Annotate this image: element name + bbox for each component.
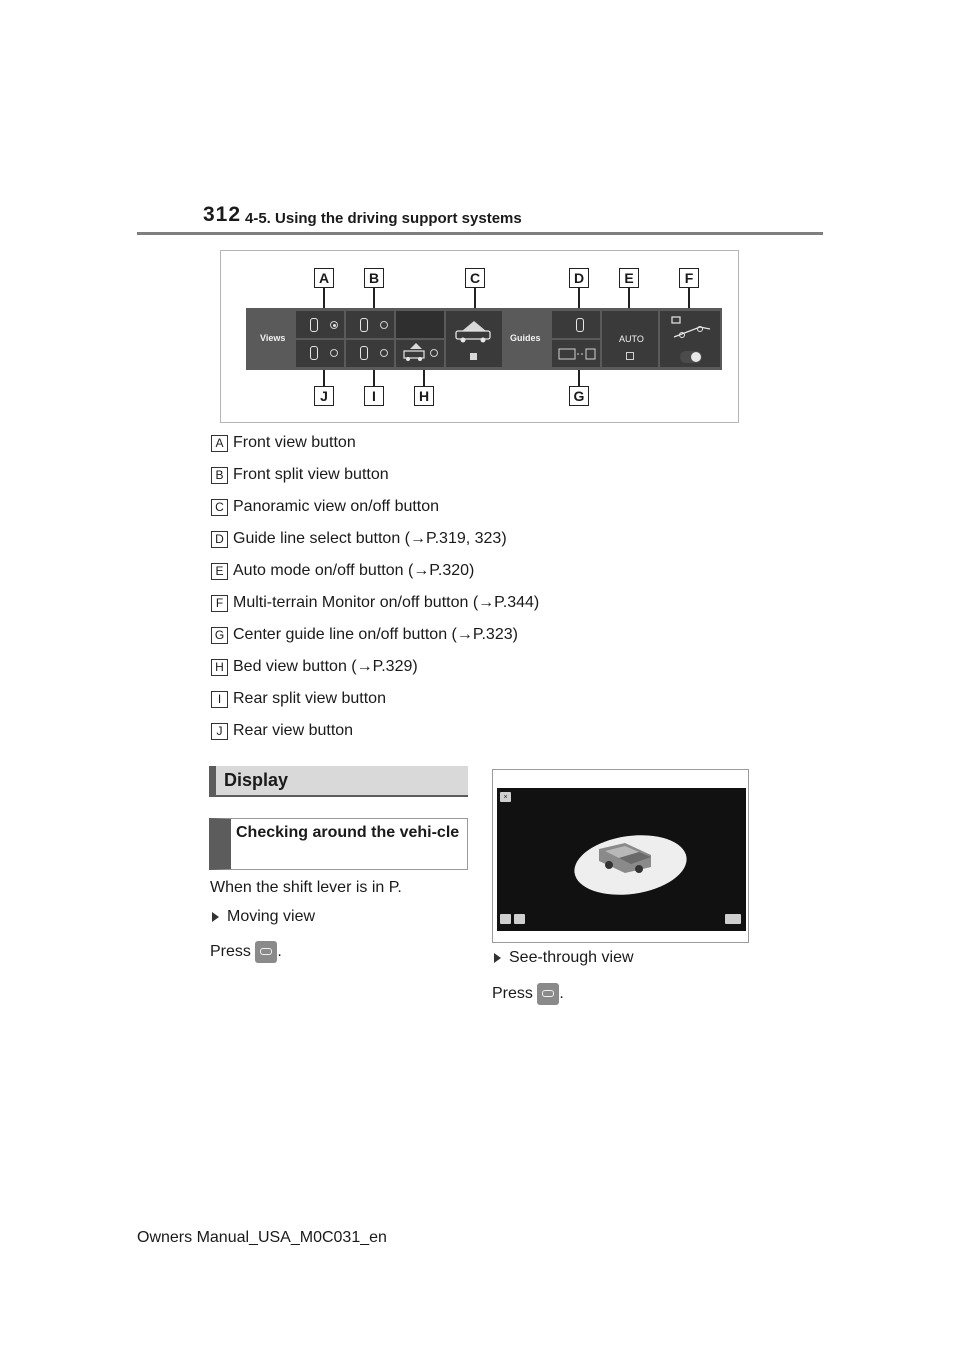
bed-view-icon [402,343,426,363]
moving-view-label: Moving view [227,908,316,925]
multi-terrain-monitor-button[interactable] [660,311,720,367]
legend-text: Front view button [233,434,356,451]
legend-item-g [211,624,518,646]
footer-text: Owners Manual_USA_M0C031_en [137,1229,387,1246]
legend-text: Front split view button [233,466,389,483]
legend-text: Rear view button [233,722,354,739]
legend-item-b [211,464,389,486]
legend-item-e [211,560,474,582]
unselected-indicator [330,349,338,357]
moving-view-button-icon [255,941,277,963]
pause-icon[interactable] [514,914,525,924]
legend-text: Bed view button (→P.329) [233,658,418,675]
callout-a: A [314,268,334,288]
unselected-indicator [380,349,388,357]
checking-around-vehicle-heading: Checking around the vehi-cle [236,824,460,841]
callout-j: J [314,386,334,406]
see-through-view-button-icon [537,983,559,1005]
period: . [559,985,564,1003]
guide-line-select-button[interactable] [552,311,600,338]
panoramic-car-icon [452,321,496,343]
rear-split-car-icon [360,346,368,360]
display-heading: Display [224,770,289,790]
legend-letter: A [211,435,228,452]
legend-item-c [211,496,439,518]
view-toggle-icon[interactable] [500,914,511,924]
terrain-truck-icon [670,315,712,343]
callout-f: F [679,268,699,288]
press-label: Press [210,943,251,961]
camera-screen-image [497,788,746,931]
legend-item-h [211,656,418,678]
legend-text: Panoramic view on/off button [233,498,440,515]
bed-view-button[interactable] [396,340,444,367]
auto-label: AUTO [619,334,644,344]
close-icon[interactable]: × [500,792,511,802]
guide-line-icon [576,318,584,332]
callout-e: E [619,268,639,288]
page-number: 312 [203,203,242,226]
unselected-indicator [430,349,438,357]
legend-item-a [211,432,356,454]
legend-letter: C [211,499,228,516]
callout-d: D [569,268,589,288]
rear-split-view-button[interactable] [346,340,394,367]
see-through-view-label: See-through view [509,949,634,966]
moving-view-icon[interactable] [725,914,741,924]
bullet-arrow-icon [212,912,219,922]
legend-letter: E [211,563,228,580]
empty-slot [396,311,444,338]
guides-label: Guides [510,333,541,343]
views-label: Views [260,333,286,343]
rear-view-button[interactable] [296,340,344,367]
auto-mode-button[interactable] [602,311,658,367]
camera-control-panel [246,308,722,370]
rear-car-icon [310,346,318,360]
vehicle-3d-icon [595,841,653,875]
legend-item-j [211,720,353,742]
legend-letter: J [211,723,228,740]
period: . [277,943,282,961]
legend-text: Auto mode on/off button (→P.320) [233,562,475,579]
center-guide-line-icon [558,348,596,360]
legend-letter: B [211,467,228,484]
section-title: 4-5. Using the driving support systems [245,210,522,227]
legend-letter: H [211,659,228,676]
checkbox-empty-icon [626,352,634,360]
front-split-view-button[interactable] [346,311,394,338]
legend-text: Center guide line on/off button (→P.323) [233,626,518,643]
press-moving-view [210,941,282,963]
callout-c: C [465,268,485,288]
legend-text: Multi-terrain Monitor on/off button (→P.344) [233,594,540,611]
car-icon [310,318,318,332]
legend-letter: G [211,627,228,644]
legend-text: Guide line select button (→P.319, 323) [233,530,507,547]
car-split-icon [360,318,368,332]
front-view-button[interactable] [296,311,344,338]
legend-item-i [211,688,386,710]
callout-i: I [364,386,384,406]
callout-b: B [364,268,384,288]
panoramic-view-button[interactable] [446,311,502,367]
moving-view-item [212,908,315,926]
display-heading-bar [209,766,468,797]
see-through-view-item [494,949,634,967]
legend-letter: D [211,531,228,548]
checkbox-checked-icon [470,353,477,360]
header-rule [137,232,823,235]
callout-g: G [569,386,589,406]
legend-item-f [211,592,539,614]
legend-letter: F [211,595,228,612]
legend-text: Rear split view button [233,690,386,707]
selected-indicator [330,321,338,329]
checking-around-vehicle-heading-bar [209,818,468,870]
bullet-arrow-icon [494,953,501,963]
press-label: Press [492,985,533,1003]
toggle-switch-icon [680,351,702,363]
shift-lever-text: When the shift lever is in P. [210,879,402,896]
press-see-through-view [492,983,564,1005]
legend-item-d [211,528,507,550]
unselected-indicator [380,321,388,329]
legend-letter: I [211,691,228,708]
center-guide-line-button[interactable] [552,340,600,367]
callout-h: H [414,386,434,406]
